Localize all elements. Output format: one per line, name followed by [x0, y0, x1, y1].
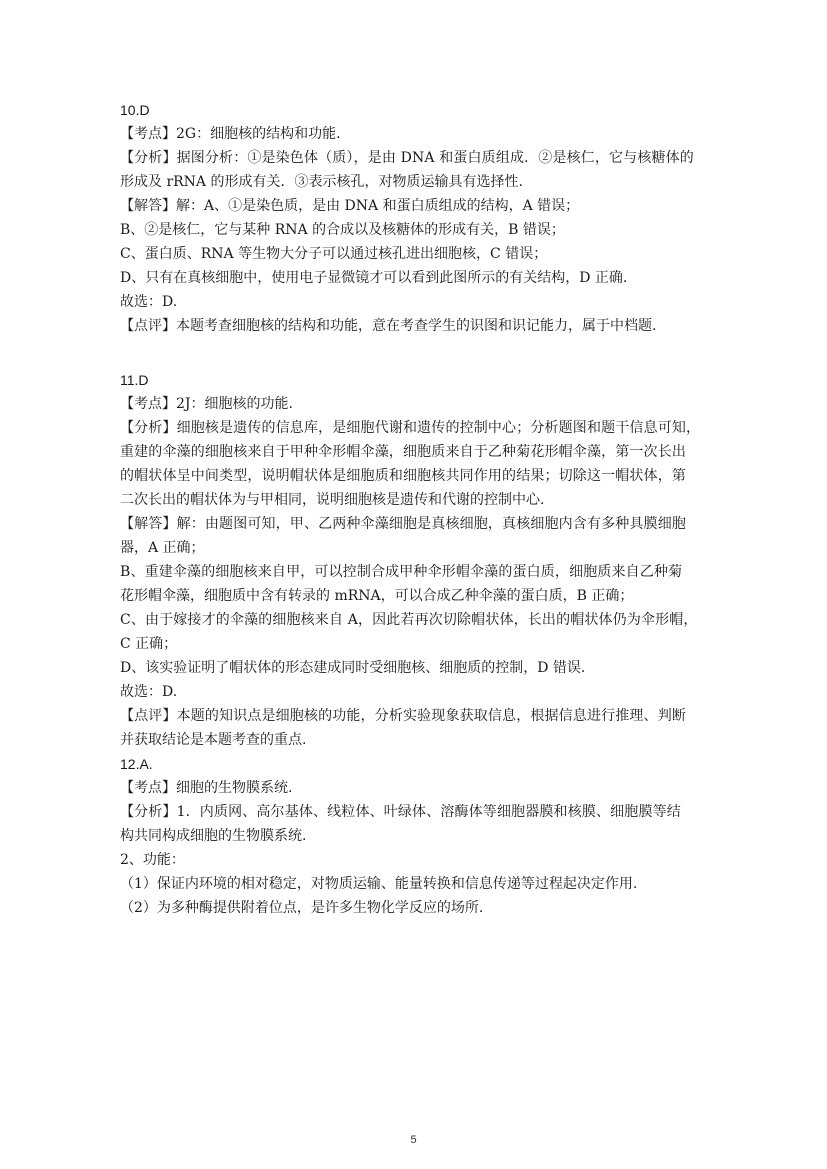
page-number: 5 — [410, 1134, 417, 1146]
dianping-line: 【点评】本题考查细胞核的结构和功能，意在考查学生的识图和识记能力，属于中档题. — [120, 318, 657, 334]
jieda-line: 器，A 正确； — [120, 540, 205, 556]
question-number: 11.D — [120, 372, 149, 388]
fenxi-line: （2）为多种酶提供附着位点，是许多生物化学反应的场所. — [120, 900, 484, 916]
dianping-line: 【点评】本题的知识点是细胞核的功能，分析实验现象获取信息，根据信息进行推理、判断 — [120, 708, 686, 724]
option-line: B、②是核仁，它与某种 RNA 的合成以及核糖体的形成有关，B 错误； — [120, 222, 565, 238]
question-11 — [120, 368, 710, 752]
option-line: C、由于嫁接才的伞藻的细胞核来自 A，因此若再次切除帽状体，长出的帽状体仍为伞形帽， — [120, 612, 698, 628]
dianping-line: 并获取结论是本题考查的重点. — [120, 732, 307, 748]
question-number: 12.A. — [120, 756, 153, 772]
fenxi-line: 二次长出的帽状体为与甲相同，说明细胞核是遗传和代谢的控制中心. — [120, 492, 545, 508]
question-10 — [120, 98, 710, 338]
fenxi-line: 重建的伞藻的细胞核来自于甲种伞形帽伞藻，细胞质来自于乙种菊花形帽伞藻，第一次长出 — [120, 444, 686, 460]
fenxi-line: 【分析】据图分析：①是染色体（质），是由 DNA 和蛋白质组成．②是核仁，它与核糖体的 — [120, 150, 694, 166]
fenxi-line: 【分析】细胞核是遗传的信息库，是细胞代谢和遗传的控制中心；分析题图和题干信息可知， — [120, 420, 701, 436]
fenxi-line: 构共同构成细胞的生物膜系统. — [120, 828, 307, 844]
option-line: D、该实验证明了帽状体的形态建成同时受细胞核、细胞质的控制，D 错误. — [120, 660, 586, 676]
answer-choice-line: 故选：D. — [120, 294, 178, 310]
jieda-line: 【解答】解：A、①是染色质，是由 DNA 和蛋白质组成的结构，A 错误； — [120, 198, 580, 214]
answer-content — [120, 98, 710, 920]
option-line: D、只有在真核细胞中，使用电子显微镜才可以看到此图所示的有关结构，D 正确. — [120, 270, 628, 286]
question-number: 10.D — [120, 102, 150, 118]
kaodian-line: 【考点】2J：细胞核的功能. — [120, 396, 293, 412]
jieda-line: 【解答】解：由题图可知，甲、乙两种伞藻细胞是真核细胞，真核细胞内含有多种具膜细胞 — [120, 516, 686, 532]
kaodian-line: 【考点】细胞的生物膜系统. — [120, 780, 293, 796]
fenxi-line: 2、功能： — [120, 852, 185, 868]
fenxi-line: 的帽状体呈中间类型，说明帽状体是细胞质和细胞核共同作用的结果；切除这一帽状体，第 — [120, 468, 686, 484]
kaodian-line: 【考点】2G：细胞核的结构和功能. — [120, 126, 341, 142]
option-line: C、蛋白质、RNA 等生物大分子可以通过核孔进出细胞核，C 错误； — [120, 246, 548, 262]
fenxi-line: 形成及 rRNA 的形成有关．③表示核孔，对物质运输具有选择性. — [120, 174, 523, 190]
fenxi-line: 【分析】1．内质网、高尔基体、线粒体、叶绿体、溶酶体等细胞器膜和核膜、细胞膜等结 — [120, 804, 681, 820]
question-12 — [120, 752, 710, 920]
fenxi-line: （1）保证内环境的相对稳定，对物质运输、能量转换和信息传递等过程起决定作用. — [120, 876, 638, 892]
answer-choice-line: 故选：D. — [120, 684, 178, 700]
option-line: B、重建伞藻的细胞核来自甲，可以控制合成甲种伞形帽伞藻的蛋白质，细胞质来自乙种菊 — [120, 564, 683, 580]
option-line: 花形帽伞藻，细胞质中含有转录的 mRNA，可以合成乙种伞藻的蛋白质，B 正确； — [120, 588, 634, 604]
section-spacer — [120, 338, 710, 368]
option-line: C 正确； — [120, 636, 178, 652]
